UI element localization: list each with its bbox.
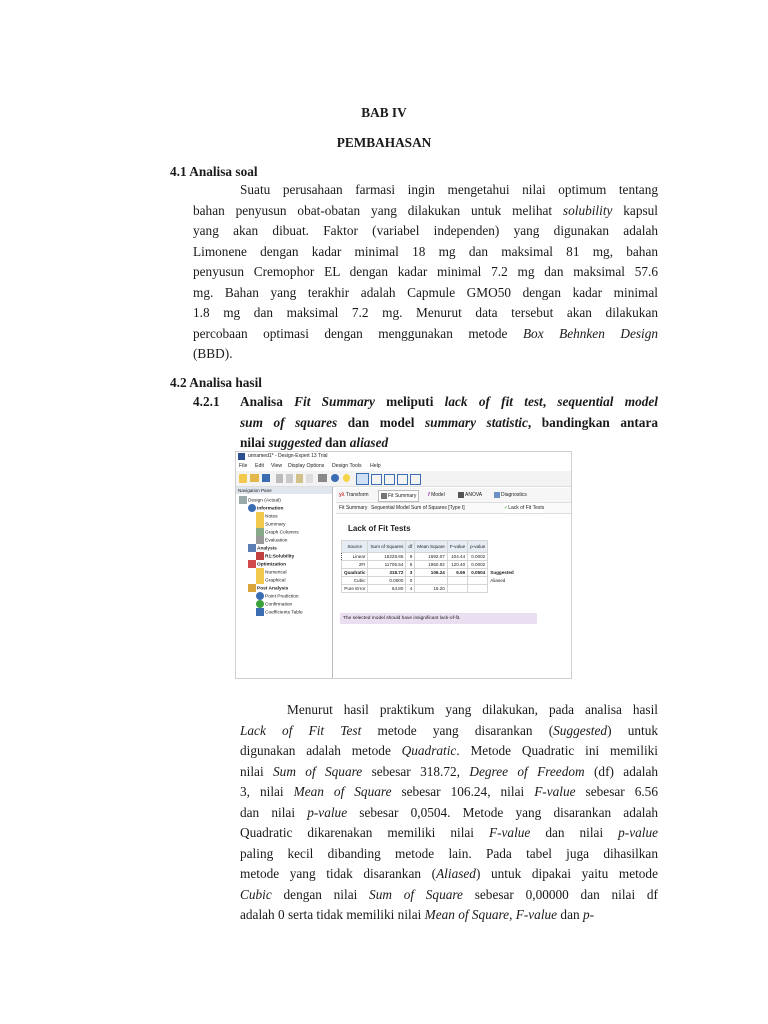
subtab-label: Lack of Fit Tests	[508, 505, 545, 511]
tab-label: ANOVA	[465, 492, 483, 498]
nav-label: Coefficients Table	[265, 610, 303, 616]
table-row	[342, 569, 517, 577]
table-cell: Aliased	[490, 578, 506, 583]
nav-label: Design (Actual)	[248, 498, 281, 504]
nav-graphical[interactable]	[256, 576, 286, 584]
table-cell: 0.0504	[468, 569, 488, 577]
nav-design-actual[interactable]	[239, 496, 281, 504]
layout-three-column-icon[interactable]	[384, 474, 395, 485]
table-cell: 16.20	[415, 585, 448, 593]
table-cell: 1692.07	[415, 553, 448, 561]
cut-icon[interactable]	[276, 474, 283, 483]
chapter-title: PEMBAHASAN	[336, 135, 432, 150]
nav-information[interactable]	[248, 504, 283, 512]
section-heading-4-2: 4.2 Analisa hasil	[170, 375, 263, 390]
layout-grid-icon[interactable]	[410, 474, 421, 485]
table-cell: 0	[406, 577, 415, 585]
check-icon: ✓	[504, 505, 509, 511]
lack-of-fit-table	[341, 540, 517, 593]
nav-coefficients-table[interactable]	[256, 608, 303, 616]
ribbon-tabs	[336, 488, 571, 503]
table-cell	[488, 553, 516, 561]
text-line: adalah 0 serta tidak memiliki nilai Mean of Square, F-value dan p-	[240, 907, 595, 922]
discussion-paragraph	[240, 700, 658, 926]
text-line: Menurut hasil praktikum yang dilakukan, pada analisa hasil	[287, 702, 658, 717]
nav-r1-solubility[interactable]	[256, 552, 294, 560]
graph-columns-icon	[256, 528, 264, 536]
response-icon	[256, 552, 264, 560]
open-folder-icon[interactable]	[250, 474, 259, 482]
table-cell: 1950.92	[415, 561, 448, 569]
model-note: The selected model should have insignificant lack-of-fit.	[340, 613, 537, 624]
nav-label: Optimization	[257, 562, 287, 568]
table-header-cell: df	[406, 541, 415, 553]
notes-icon	[256, 512, 264, 520]
post-analysis-icon	[248, 584, 256, 592]
point-prediction-icon	[256, 592, 264, 600]
layout-two-column-icon[interactable]	[371, 474, 382, 485]
save-icon[interactable]	[262, 474, 270, 482]
table-cell: 318.72	[368, 569, 406, 577]
subtab-lack-of-fit[interactable]	[504, 503, 544, 513]
nav-numerical[interactable]	[256, 568, 287, 576]
table-cell: Suggested	[490, 570, 514, 575]
table-cell: 0.0002	[468, 553, 488, 561]
table-header-cell: F-value	[447, 541, 467, 553]
menu-view[interactable]: View	[271, 463, 283, 469]
text-line: Analisa Fit Summary meliputi lack of fit test, sequential model	[240, 394, 658, 409]
nav-point-prediction[interactable]	[256, 592, 299, 600]
confirmation-icon	[256, 600, 264, 608]
text-line: digunakan adalah metode Quadratic. Metode Quadratic ini memiliki	[240, 743, 658, 758]
tab-model[interactable]	[428, 490, 445, 500]
nav-label: Notes	[265, 514, 278, 520]
menu-help[interactable]: Help	[370, 463, 381, 469]
table-cell	[468, 577, 488, 585]
table-row	[342, 585, 517, 593]
section-heading-4-1: 4.1 Analisa soal	[170, 164, 258, 179]
panel-title: Lack of Fit Tests	[348, 524, 411, 533]
tab-label: Diagnostics	[501, 492, 527, 498]
nav-confirmation[interactable]	[256, 600, 292, 608]
summary-icon	[256, 520, 264, 528]
nav-label: Point Prediction	[265, 594, 299, 600]
text-line: nilai Sum of Square sebesar 318.72, Degree of Freedom (df) adalah	[240, 763, 658, 779]
copy-icon[interactable]	[286, 474, 293, 483]
table-cell: Quadratic	[342, 569, 368, 577]
table-header-cell	[488, 541, 516, 553]
menu-file[interactable]: File	[239, 463, 248, 469]
text-line: Cubic dengan nilai Sum of Square sebesar 0,00000 dan nilai df	[240, 886, 658, 902]
tip-bulb-icon[interactable]	[343, 474, 350, 482]
text-line: metode yang tidak disarankan (Aliased) untuk dipakai yaitu metode	[240, 866, 658, 881]
text-line: Lack of Fit Test metode yang disarankan (Suggested) untuk	[240, 722, 658, 738]
window-title: unnamed1* - Design-Expert 13 Trial	[248, 453, 328, 459]
tab-label: Transform	[345, 492, 369, 498]
text-line: Quadratic dikarenakan memiliki nilai F-value dan nilai p-value	[240, 825, 658, 840]
table-row	[342, 577, 517, 585]
table-cell	[468, 585, 488, 593]
tab-fit-summary[interactable]	[378, 490, 419, 502]
analysis-icon	[248, 544, 256, 552]
text-line: Suatu perusahaan farmasi ingin mengetahui nilai optimum tentang	[240, 182, 658, 197]
table-row	[342, 561, 517, 569]
table-header-cell: Mean Square	[415, 541, 448, 553]
menu-design-tools[interactable]: Design Tools	[332, 463, 362, 469]
table-row	[342, 553, 517, 561]
design-expert-screenshot	[235, 451, 572, 679]
subsection-heading	[240, 392, 658, 454]
nav-label: Numerical	[265, 570, 287, 576]
sub-tabs	[336, 503, 571, 514]
nav-notes[interactable]	[256, 512, 278, 520]
text-line: mg. Bahan yang terakhir adalah Capmule GMO50 dengan kadar minimal	[193, 284, 658, 300]
anova-icon	[458, 492, 464, 498]
numerical-icon	[256, 568, 264, 576]
nav-post-analysis[interactable]	[248, 584, 288, 592]
table-cell: 4	[406, 585, 415, 593]
table-cell: 2FI	[342, 561, 368, 569]
subtab-sequential-model[interactable]	[371, 503, 465, 513]
nav-label: Summary	[265, 522, 286, 528]
window-titlebar	[236, 452, 571, 462]
subsection-number: 4.2.1	[193, 394, 220, 409]
print-icon[interactable]	[318, 474, 327, 482]
tab-label: Model	[431, 492, 445, 498]
text-line: paling kecil dibanding metode lain. Pada tabel juga dihasilkan	[240, 845, 658, 861]
chapter-number: BAB IV	[361, 105, 407, 120]
nav-label: Graph Columns	[265, 530, 299, 536]
table-cell: 64.80	[368, 585, 406, 593]
paste-special-icon[interactable]	[306, 474, 313, 483]
table-cell: Cubic	[342, 577, 368, 585]
nav-evaluation[interactable]	[256, 536, 287, 544]
text-line: yang akan dibuat. Faktor (variabel independen) yang digunakan adalah	[193, 223, 658, 238]
table-cell	[415, 577, 448, 585]
optimization-icon	[248, 560, 256, 568]
transform-icon: yλ	[339, 492, 345, 498]
table-cell: 0.0002	[468, 561, 488, 569]
toolbar	[236, 471, 571, 487]
app-logo-icon	[238, 453, 245, 460]
table-cell: 6	[406, 561, 415, 569]
layout-two-row-icon[interactable]	[397, 474, 408, 485]
table-cell	[447, 585, 467, 593]
diagnostics-icon	[494, 492, 500, 498]
table-cell: Pure Error	[342, 585, 368, 593]
nav-label: Post Analysis	[257, 586, 289, 592]
evaluation-icon	[256, 536, 264, 544]
text-line: percobaan optimasi dengan menggunakan metode Box Behnken Design	[193, 325, 659, 341]
tab-transform[interactable]	[339, 490, 369, 500]
nav-label: Analysis	[257, 546, 277, 552]
table-cell	[488, 561, 516, 569]
table-cell: 104.44	[447, 553, 467, 561]
table-cell	[488, 585, 516, 593]
paste-icon[interactable]	[296, 474, 303, 483]
menu-bar	[236, 462, 571, 471]
table-cell: 120.40	[447, 561, 467, 569]
text-line: penyusun Cremophor EL dengan kadar minimal 7.2 mg dan maksimal 57.6	[193, 264, 658, 279]
section-4-1-paragraph	[193, 180, 658, 365]
nav-label: Information	[257, 506, 284, 512]
menu-display-options[interactable]: Display Options	[288, 463, 325, 469]
nav-label: R1:Solubility	[265, 554, 295, 560]
subtab-label: Sequential Model Sum of Squares [Type I]	[371, 505, 465, 511]
text-line: (BBD).	[193, 346, 233, 361]
nav-label: Graphical	[265, 578, 286, 584]
tab-label: Fit Summary	[388, 493, 417, 499]
tab-anova[interactable]	[458, 490, 482, 500]
text-line: bahan penyusun obat-obatan yang dilakukan untuk melihat solubility kapsul	[193, 202, 658, 218]
nav-summary[interactable]	[256, 520, 286, 528]
design-icon	[239, 496, 247, 504]
new-file-icon[interactable]	[239, 474, 247, 483]
nav-pane-title: Navigation Pane	[236, 487, 332, 494]
nav-label: Confirmation	[265, 602, 293, 608]
table-cell: 0.0000	[368, 577, 406, 585]
nav-label: Evaluation	[265, 538, 288, 544]
text-line: dan nilai p-value sebesar 0,0504. Metode yang disarankan adalah	[240, 804, 658, 820]
info-icon	[248, 504, 256, 512]
table-cell	[447, 577, 467, 585]
model-fx-icon: f	[428, 492, 430, 498]
text-line: 1.8 mg dan maksimal 7.2 mg. Menurut data tersebut akan dilakukan	[193, 305, 658, 320]
graphical-icon	[256, 576, 264, 584]
tab-diagnostics[interactable]	[494, 490, 527, 500]
layout-single-icon[interactable]	[356, 473, 369, 485]
subtab-fit-summary[interactable]	[339, 503, 367, 513]
text-line: Limonene dengan kadar minimal 18 mg dan maksimal 81 mg, bahan	[193, 243, 658, 259]
text-line: 3, nilai Mean of Square sebesar 106.24, nilai F-value sebesar 6.56	[240, 784, 658, 799]
coefficients-table-icon	[256, 608, 264, 616]
fit-summary-icon	[381, 493, 387, 499]
table-cell: Linear	[342, 553, 368, 561]
subtab-label: Fit Summary	[339, 505, 368, 511]
text-line: nilai suggested dan aliased	[240, 435, 389, 450]
table-cell: 3	[406, 569, 415, 577]
menu-edit[interactable]: Edit	[255, 463, 264, 469]
table-header-cell: Sum of Squares	[368, 541, 406, 553]
help-icon[interactable]	[331, 474, 339, 482]
table-cell: 6.56	[447, 569, 467, 577]
nav-optimization[interactable]	[248, 560, 286, 568]
table-header-cell: Source	[342, 541, 368, 553]
table-cell: 106.24	[415, 569, 448, 577]
table-cell: 11705.54	[368, 561, 406, 569]
table-cell: 15228.65	[368, 553, 406, 561]
text-line: sum of squares dan model summary statistic, bandingkan antara	[240, 414, 658, 430]
table-header-cell: p-value	[468, 541, 488, 553]
nav-analysis[interactable]	[248, 544, 277, 552]
navigation-pane	[236, 487, 333, 678]
table-cell: 9	[406, 553, 415, 561]
nav-graph-columns[interactable]	[256, 528, 299, 536]
